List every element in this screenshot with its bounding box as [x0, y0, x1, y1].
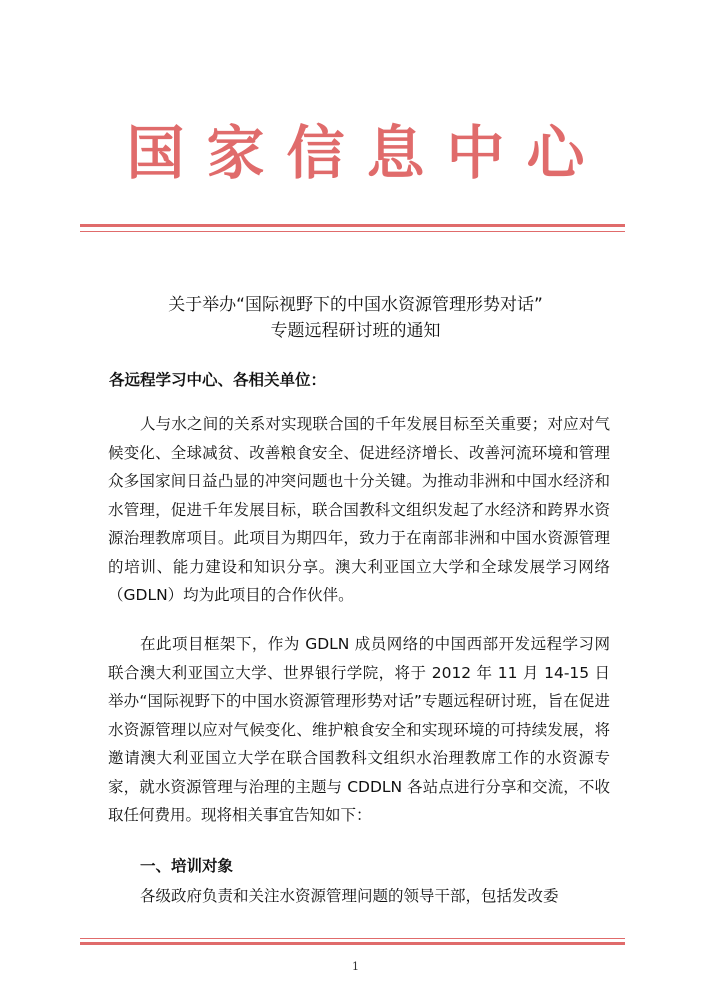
section-paragraph-training-target: 各级政府负责和关注水资源管理问题的领导干部，包括发改委 [140, 887, 559, 905]
footer-rule-thick [80, 942, 625, 945]
header-rule-thick [80, 224, 625, 227]
header-rule-thin [80, 231, 625, 232]
body-paragraph-1: 人与水之间的关系对实现联合国的千年发展目标至关重要；对应对气候变化、全球减贫、改善粮食安全、促进经济增长、改善河流环境和管理众多国家间日益凸显的冲突问题也十分关键。为推动非洲和中国水经济和水管理，促进千年发展目标，联合国教科文组织发起了水经济和跨界水资源治理教席项目。此项目为期四年，致力于在南部非洲和中国水资源管理的培训、能力建设和知识分享。澳大利亚国立大学和全球发展学习网络（GDLN）均为此项目的合作伙伴。 [108, 415, 610, 604]
letterhead-org-name: 国家信息中心 [126, 119, 607, 187]
salutation: 各远程学习中心、各相关单位： [109, 371, 327, 389]
notice-title [0, 292, 711, 344]
notice-title-line1: 关于举办“国际视野下的中国水资源管理形势对话” [168, 295, 543, 315]
body-paragraph-2: 在此项目框架下，作为 GDLN 成员网络的中国西部开发远程学习网联合澳大利亚国立大学、世界银行学院，将于 2012 年 11 月 14-15 日举办“国际视野下的中国水资源管理形势对话”专题远程研讨班，旨在促进水资源管理以应对气候变化、维护粮食安全和实现环境的可持续发展，将邀请澳大利亚国立大学在联合国教科文组织水治理教席工作的水资源专家，就水资源管理与治理的主题与 CDDLN 各站点进行分享和交流，不收取任何费用。现将相关事宜告知如下： [108, 635, 610, 824]
notice-title-line2: 专题远程研讨班的通知 [270, 321, 441, 341]
footer-rule-thin [80, 938, 625, 939]
page-number: 1 [352, 960, 359, 973]
section-heading-training-target: 一、培训对象 [140, 857, 234, 875]
